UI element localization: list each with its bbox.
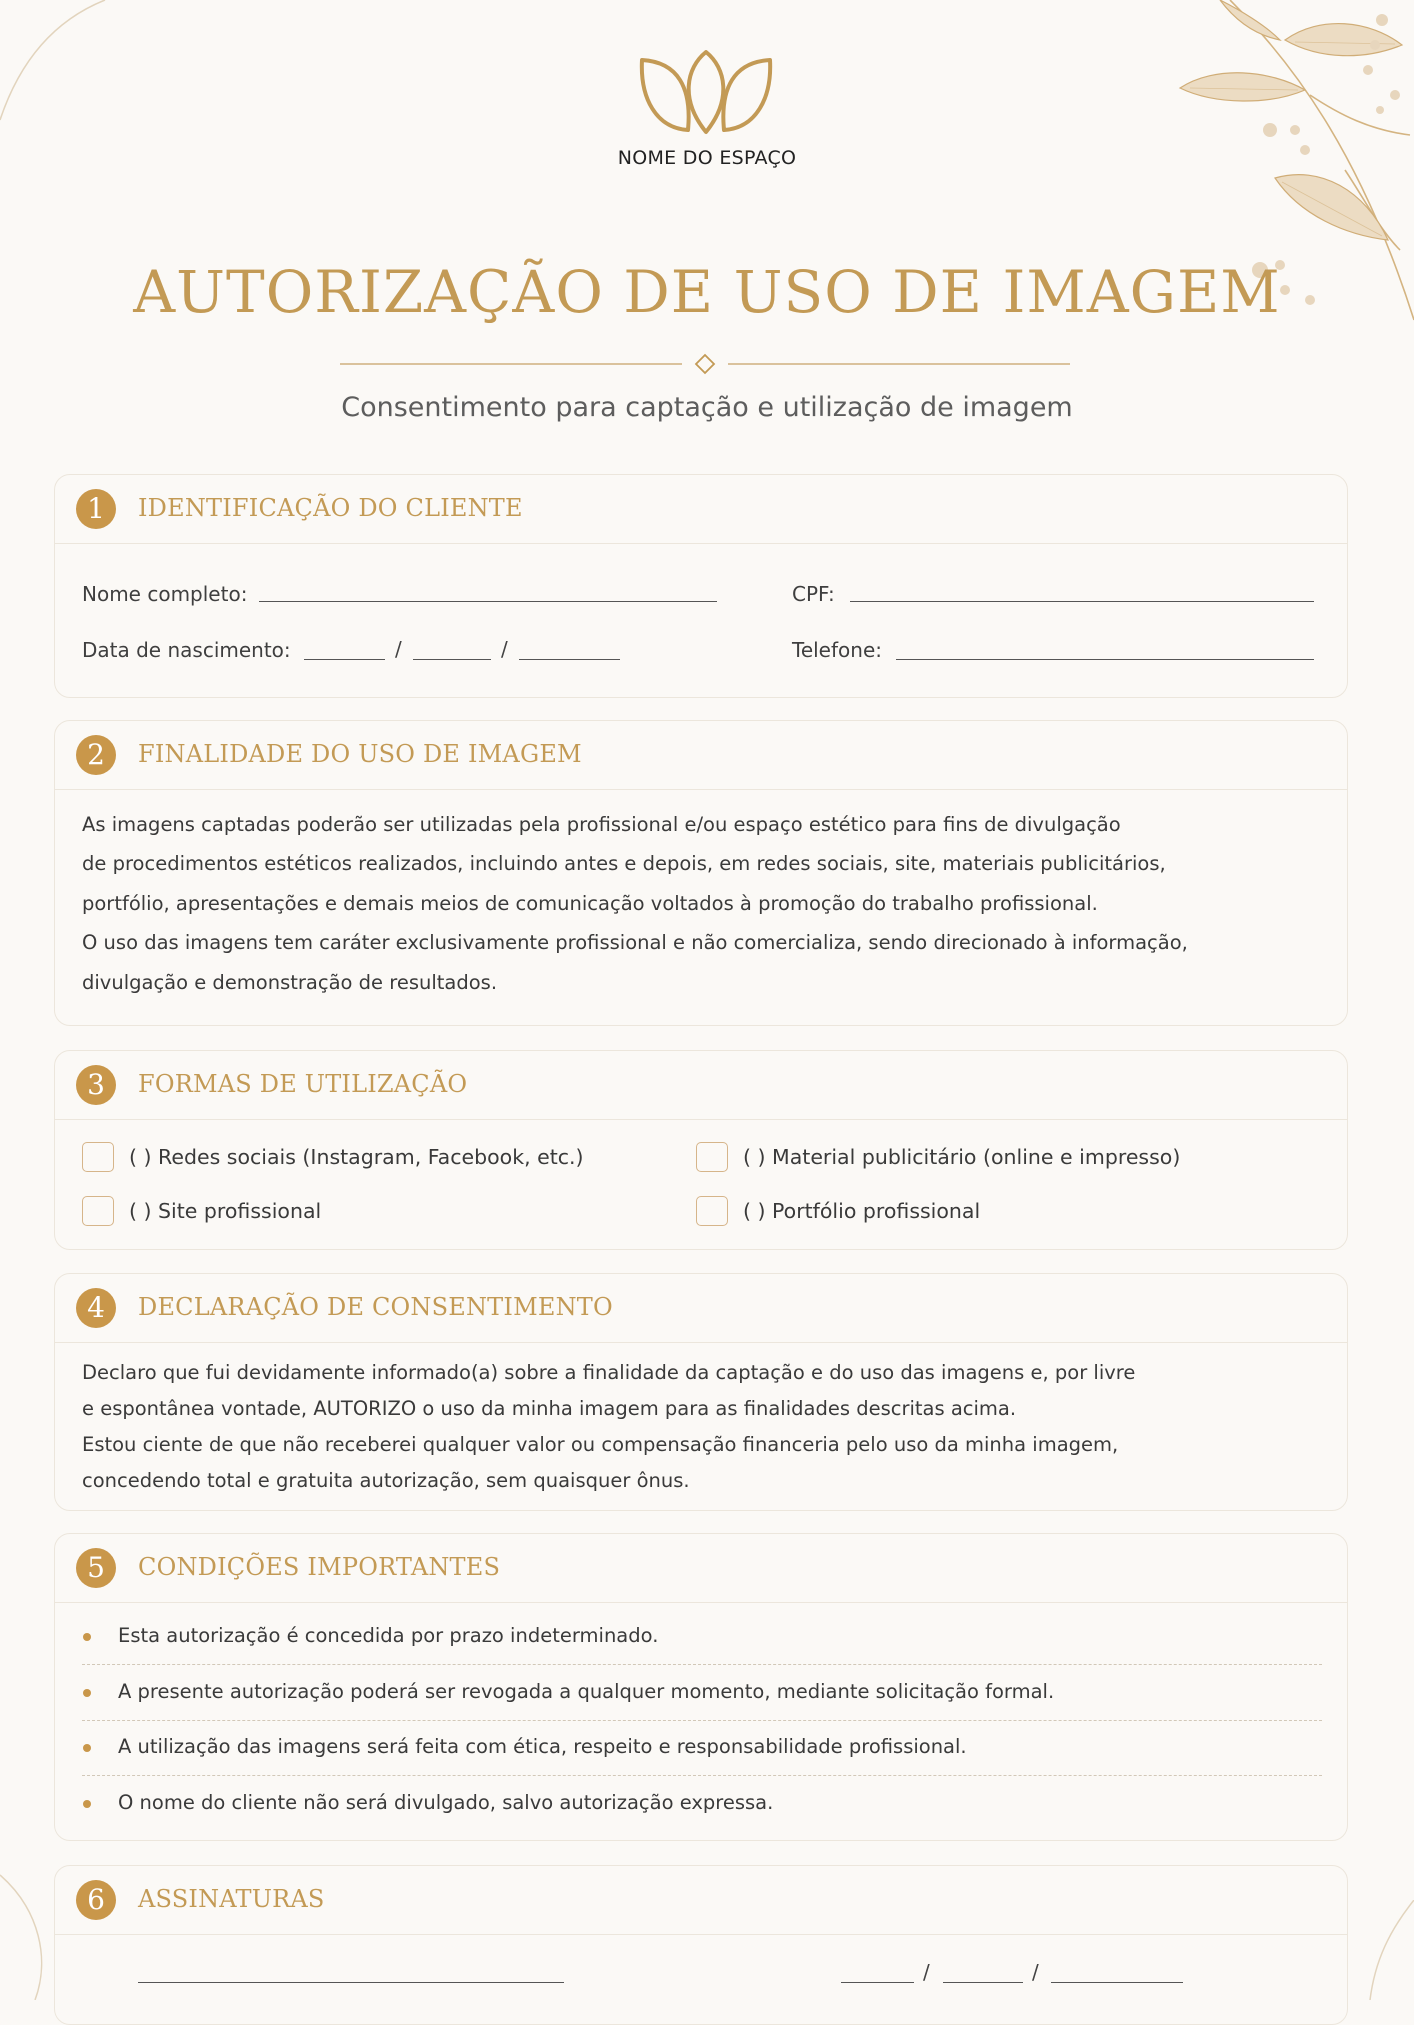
list-divider xyxy=(82,1664,1322,1665)
birth-month-field[interactable] xyxy=(413,659,491,660)
date-separator: / xyxy=(1032,1960,1039,1984)
list-item: O nome do cliente não será divulgado, salvo autorização expressa. xyxy=(118,1791,774,1814)
title-divider-icon xyxy=(340,352,1070,376)
client-signature-field[interactable] xyxy=(138,1982,564,1983)
date-separator: / xyxy=(501,637,508,661)
list-item: Esta autorização é concedida por prazo indeterminado. xyxy=(118,1624,659,1647)
website-checkbox[interactable] xyxy=(82,1196,114,1226)
section-header xyxy=(55,1534,1347,1603)
section-title: IDENTIFICAÇÃO DO CLIENTE xyxy=(138,494,523,522)
section-title: FORMAS DE UTILIZAÇÃO xyxy=(138,1070,468,1098)
paragraph-line: de procedimentos estéticos realizados, incluindo antes e depois, em redes sociais, site, materiais publicitários, xyxy=(82,852,1166,875)
website-option: ( ) Site profissional xyxy=(129,1199,322,1223)
list-item: A utilização das imagens será feita com ética, respeito e responsabilidade profissional. xyxy=(118,1735,967,1758)
signature-month-field[interactable] xyxy=(943,1982,1023,1983)
cpf-label: CPF: xyxy=(792,582,835,606)
paragraph-line: concedendo total e gratuita autorização, sem quaisquer ônus. xyxy=(82,1469,690,1492)
birth-day-field[interactable] xyxy=(304,659,385,660)
paragraph-line: Estou ciente de que não receberei qualquer valor ou compensação financeria pelo uso da minha imagem, xyxy=(82,1433,1119,1456)
paragraph-line: As imagens captadas poderão ser utilizadas pela profissional e/ou espaço estético para fins de divulgação xyxy=(82,813,1121,836)
section-header xyxy=(55,1274,1347,1343)
section-header xyxy=(55,475,1347,544)
section-title: ASSINATURAS xyxy=(138,1885,325,1913)
phone-label: Telefone: xyxy=(792,638,882,662)
full-name-label: Nome completo: xyxy=(82,582,248,606)
paragraph-line: Declaro que fui devidamente informado(a) sobre a finalidade da captação e do uso das imagens e, por livre xyxy=(82,1361,1136,1384)
section-number-badge: 4 xyxy=(76,1288,116,1328)
section-usage-forms xyxy=(54,1050,1348,1250)
section-number-badge: 6 xyxy=(76,1880,116,1920)
bullet-icon xyxy=(83,1633,91,1641)
list-divider xyxy=(82,1720,1322,1721)
paragraph-line: divulgação e demonstração de resultados. xyxy=(82,971,498,994)
page-title: AUTORIZAÇÃO DE USO DE IMAGEM xyxy=(133,258,1281,326)
advertising-material-option: ( ) Material publicitário (online e impresso) xyxy=(743,1145,1181,1169)
cpf-field[interactable] xyxy=(850,601,1314,602)
portfolio-checkbox[interactable] xyxy=(696,1196,728,1226)
phone-field[interactable] xyxy=(896,659,1314,660)
full-name-field[interactable] xyxy=(259,601,717,602)
page-subtitle: Consentimento para captação e utilização de imagem xyxy=(341,392,1073,423)
section-number-badge: 3 xyxy=(76,1065,116,1105)
birth-date-label: Data de nascimento: xyxy=(82,638,291,662)
paragraph-line: O uso das imagens tem caráter exclusivamente profissional e não comercializa, sendo direcionado à informação, xyxy=(82,931,1188,954)
bullet-icon xyxy=(83,1800,91,1808)
social-media-checkbox[interactable] xyxy=(82,1142,114,1172)
brand-name: NOME DO ESPAÇO xyxy=(617,147,797,169)
date-separator: / xyxy=(923,1960,930,1984)
section-header xyxy=(55,1051,1347,1120)
signature-day-field[interactable] xyxy=(841,1982,914,1983)
section-title: CONDIÇÕES IMPORTANTES xyxy=(138,1553,501,1581)
portfolio-option: ( ) Portfólio profissional xyxy=(743,1199,981,1223)
section-header xyxy=(55,1866,1347,1935)
brand-logo-icon xyxy=(638,48,774,136)
section-client-identification xyxy=(54,474,1348,698)
advertising-material-checkbox[interactable] xyxy=(696,1142,728,1172)
section-purpose xyxy=(54,720,1348,1026)
section-title: FINALIDADE DO USO DE IMAGEM xyxy=(138,740,582,768)
decorative-bottom-curve-icon xyxy=(0,1870,60,2000)
list-divider xyxy=(82,1775,1322,1776)
signature-year-field[interactable] xyxy=(1051,1982,1183,1983)
paragraph-line: e espontânea vontade, AUTORIZO o uso da minha imagem para as finalidades descritas acima. xyxy=(82,1397,1017,1420)
section-number-badge: 5 xyxy=(76,1548,116,1588)
section-signatures xyxy=(54,1865,1348,2025)
section-consent-declaration xyxy=(54,1273,1348,1511)
list-item: A presente autorização poderá ser revogada a qualquer momento, mediante solicitação formal. xyxy=(118,1680,1055,1703)
birth-year-field[interactable] xyxy=(519,659,620,660)
section-header xyxy=(55,721,1347,790)
decorative-bottom-right-curve-icon xyxy=(1350,1900,1414,2000)
section-title: DECLARAÇÃO DE CONSENTIMENTO xyxy=(138,1293,613,1321)
section-number-badge: 1 xyxy=(76,489,116,529)
date-separator: / xyxy=(395,637,402,661)
social-media-option: ( ) Redes sociais (Instagram, Facebook, etc.) xyxy=(129,1145,584,1169)
bullet-icon xyxy=(83,1689,91,1697)
paragraph-line: portfólio, apresentações e demais meios de comunicação voltados à promoção do trabalho profissional. xyxy=(82,892,1098,915)
section-important-conditions xyxy=(54,1533,1348,1841)
decorative-corner-curve-icon xyxy=(0,0,110,140)
section-number-badge: 2 xyxy=(76,735,116,775)
bullet-icon xyxy=(83,1744,91,1752)
